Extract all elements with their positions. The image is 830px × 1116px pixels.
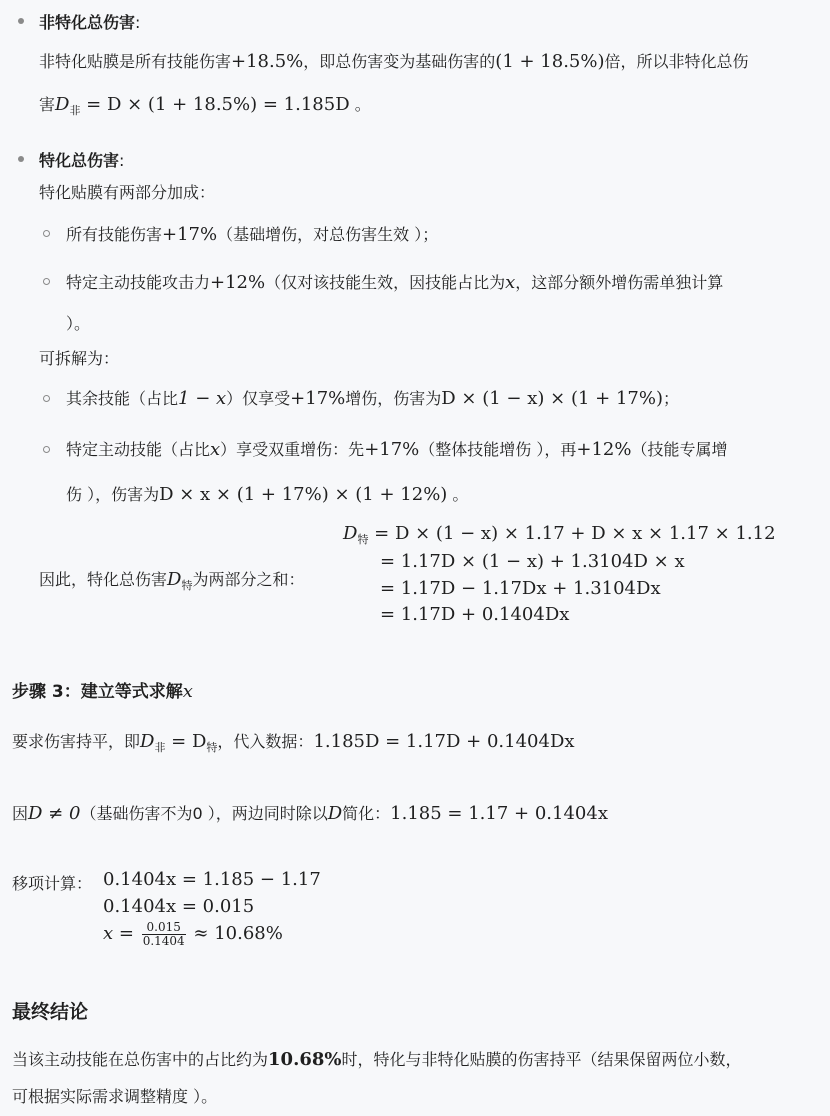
item4-line1 [66, 437, 727, 460]
item2-line2: ）。 [66, 314, 91, 333]
math: = D × (1 + 18.5%) = 1.185D [80, 94, 350, 115]
math: +17% [364, 439, 420, 460]
text: 其余技能（占比 [66, 389, 179, 408]
math: ≈ 10.68% [187, 923, 283, 944]
text: 所有技能伤害 [66, 225, 163, 244]
text: 增伤，伤害为 [345, 389, 442, 408]
math-var: x [210, 439, 221, 460]
numerator: 0.015 [142, 921, 186, 935]
text: 因此，特化总伤害 [39, 570, 168, 589]
subscript: 非 [154, 741, 166, 754]
step3-heading [12, 677, 193, 702]
text: 要求伤害持平，即 [12, 732, 141, 751]
section1-line2 [39, 92, 371, 115]
step3-eq2: 0.1404x = 0.015 [103, 896, 255, 917]
math-var: D [343, 523, 358, 544]
text: ）享受双重增伤：先 [220, 440, 365, 459]
math: 1.185D = 1.17D + 0.1404Dx [313, 731, 575, 752]
text: 非特化贴膜是所有技能伤害 [39, 52, 232, 71]
text: 简化： [342, 804, 391, 823]
math: x = [103, 923, 140, 944]
text: 倍，所以非特化总伤 [604, 52, 749, 71]
math-var: D [327, 803, 343, 824]
fraction [142, 921, 186, 948]
colon: : [119, 151, 125, 170]
step3-para2 [12, 801, 608, 824]
step3-para1 [12, 729, 575, 752]
math: D × x × (1 + 17%) × (1 + 12%) [159, 484, 448, 505]
section1-heading [39, 10, 140, 33]
math-var: D [140, 731, 155, 752]
math: D ≠ 0 [28, 803, 81, 824]
text: （基础伤害不为0 ），两边同时除以 [80, 804, 328, 823]
equation-line2: = 1.17D × (1 − x) + 1.3104D × x [380, 551, 685, 572]
conclusion-line2: 可根据实际需求调整精度 ）。 [12, 1087, 218, 1106]
subscript: 特 [206, 741, 218, 754]
bullet [18, 18, 24, 24]
text: （整体技能增伤 ），再 [419, 440, 577, 459]
text: ； [662, 389, 679, 408]
section1-title: 非特化总伤害 [39, 13, 136, 32]
math-var: x [182, 681, 193, 702]
text: 。 [349, 95, 371, 114]
item1 [66, 222, 438, 245]
math: +12% [210, 272, 266, 293]
step3-para3-label: 移项计算： [12, 874, 93, 893]
denominator: 0.1404 [142, 934, 185, 948]
math: = D [165, 731, 207, 752]
math: = D × (1 − x) × 1.17 + D × x × 1.17 × 1.12 [368, 523, 776, 544]
text: 当该主动技能在总伤害中的占比约为 [12, 1050, 269, 1069]
math: (1 + 18.5%) [495, 51, 605, 72]
text: 因 [12, 804, 29, 823]
section2-intro: 特化贴膜有两部分加成： [39, 183, 216, 202]
text: 特定主动技能（占比 [66, 440, 211, 459]
subscript: 特 [357, 533, 369, 546]
equation-line3: = 1.17D − 1.17Dx + 1.3104Dx [380, 578, 661, 599]
math-var: x [505, 272, 516, 293]
equation-line1 [343, 523, 776, 544]
text: （技能专属增 [631, 440, 728, 459]
sub-bullet [43, 278, 50, 285]
colon: : [135, 13, 141, 32]
equation-line4: = 1.17D + 0.1404Dx [380, 604, 570, 625]
conclusion-title: 最终结论 [12, 1001, 89, 1023]
math: 1.185 = 1.17 + 0.1404x [390, 803, 608, 824]
text: 为两部分之和： [192, 570, 305, 589]
text: 时，特化与非特化贴膜的伤害持平（结果保留两位小数， [341, 1050, 742, 1069]
text: ，即总伤害变为基础伤害的 [303, 52, 496, 71]
item4-line2 [66, 482, 468, 505]
bold-value: 10.68% [268, 1049, 342, 1070]
text: 害 [39, 95, 56, 114]
item2-line1 [66, 270, 723, 293]
sub-bullet [43, 395, 50, 402]
section2-title: 特化总伤害 [39, 151, 120, 170]
math-var: D [167, 569, 182, 590]
section1-line1 [39, 49, 749, 72]
section2-heading [39, 148, 124, 171]
math: 1 − x [178, 388, 227, 409]
sub-bullet [43, 230, 50, 237]
math: +17% [290, 388, 346, 409]
step3-title: 步骤 3：建立等式求解 [12, 682, 183, 702]
text: ）仅享受 [226, 389, 291, 408]
text: 特定主动技能攻击力 [66, 273, 211, 292]
subscript: 非 [69, 104, 81, 117]
text: （基础增伤，对总伤害生效 ）； [217, 225, 439, 244]
math: D × (1 − x) × (1 + 17%) [441, 388, 663, 409]
math: +17% [162, 224, 218, 245]
conclusion-line1 [12, 1047, 742, 1070]
item3 [66, 386, 679, 409]
text: ，这部分额外增伤需单独计算 [515, 273, 724, 292]
text: 伤 ），伤害为 [66, 485, 160, 504]
text: （仅对该技能生效，因技能占比为 [265, 273, 506, 292]
text: ，代入数据： [217, 732, 314, 751]
step3-eq1: 0.1404x = 1.185 − 1.17 [103, 869, 321, 890]
math: +18.5% [231, 51, 304, 72]
text: 。 [447, 485, 469, 504]
math: +12% [576, 439, 632, 460]
sub-bullet [43, 446, 50, 453]
sum-label [39, 567, 304, 590]
bullet [18, 156, 24, 162]
split-label: 可拆解为： [39, 349, 120, 368]
step3-eq3 [103, 921, 283, 948]
math-var: D [55, 94, 70, 115]
subscript: 特 [181, 579, 193, 592]
